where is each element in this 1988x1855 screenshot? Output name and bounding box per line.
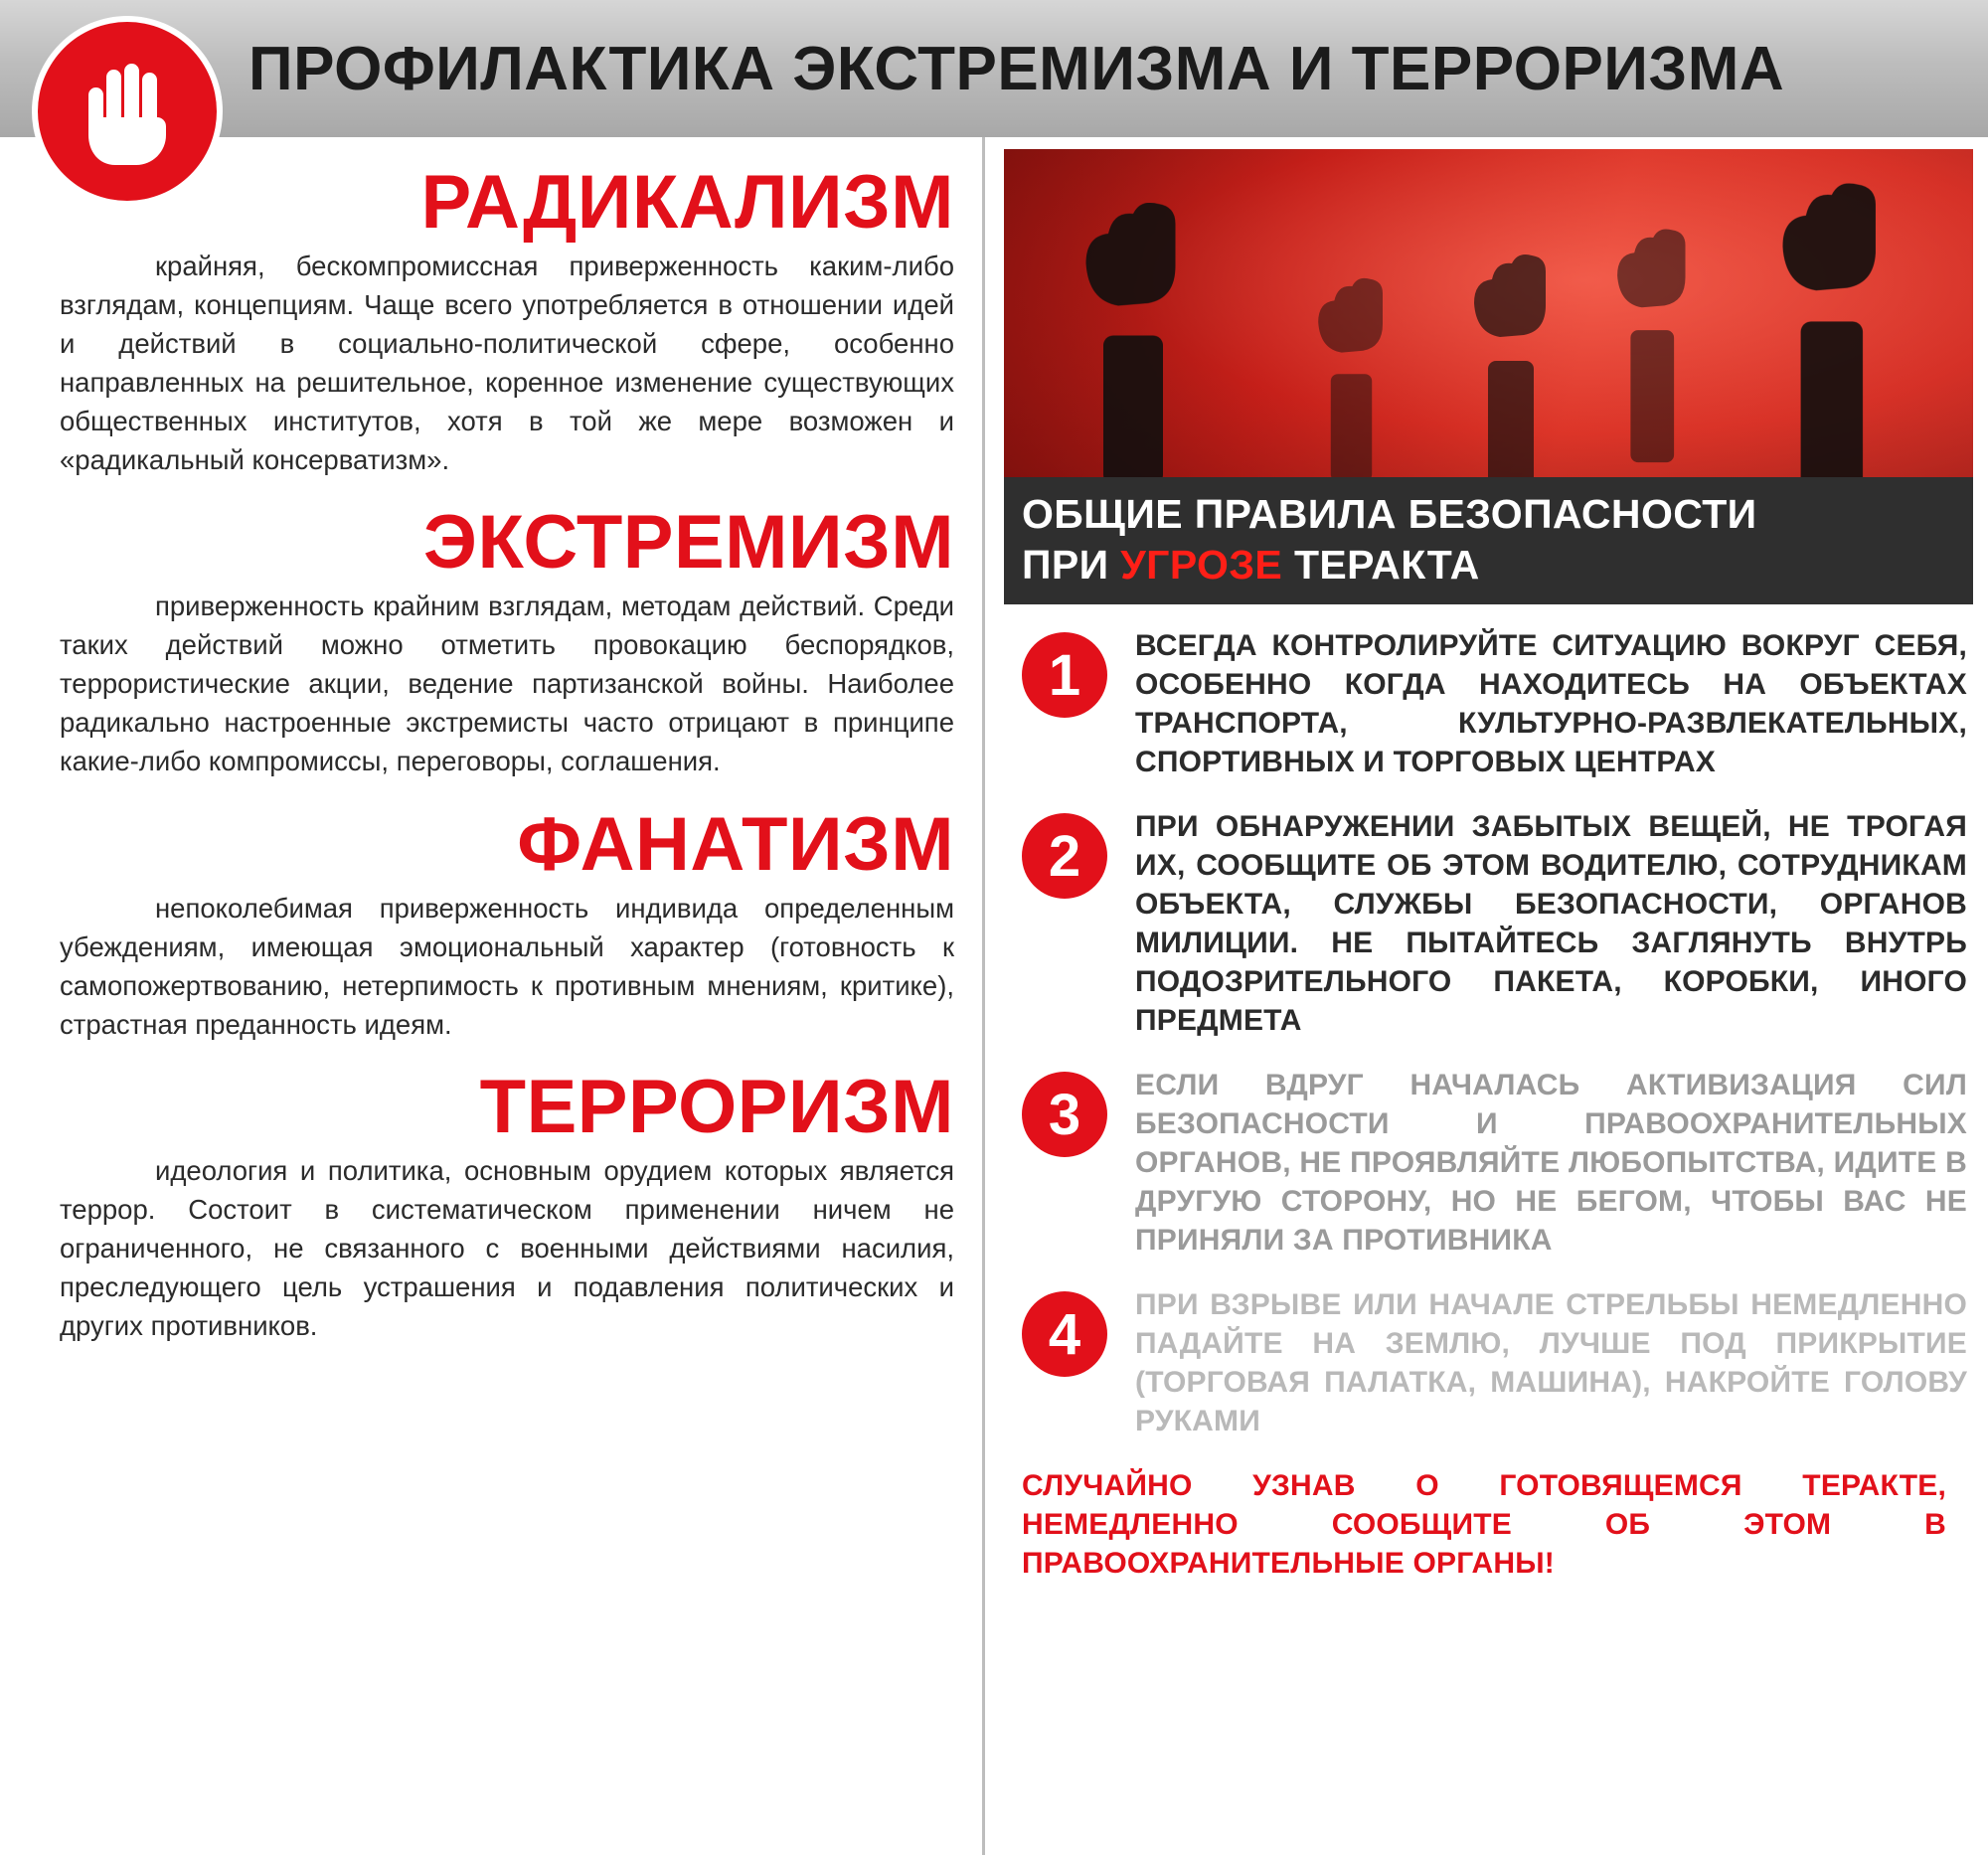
- rule-number-badge: 2: [1022, 813, 1107, 899]
- rule-item: [1004, 626, 1973, 781]
- term-extremism: [60, 500, 954, 780]
- stop-hand-icon: [38, 22, 217, 201]
- rule-text: ЕСЛИ ВДРУГ НАЧАЛАСЬ АКТИВИЗАЦИЯ СИЛ БЕЗОПАСНОСТИ И ПРАВООХРАНИТЕЛЬНЫХ ОРГАНОВ, НЕ ПРОЯВЛЯЙТЕ ЛЮБОПЫТСТВА, ИДИТЕ В ДРУГУЮ СТОРОНУ, НО НЕ БЕГОМ, ЧТОБЫ ВАС НЕ ПРИНЯЛИ ЗА ПРОТИВНИКА: [1135, 1069, 1967, 1257]
- rules-heading-line2: [1022, 542, 1973, 589]
- rule-item: [1004, 1066, 1973, 1260]
- rule-text: ПРИ ВЗРЫВЕ ИЛИ НАЧАЛЕ СТРЕЛЬБЫ НЕМЕДЛЕННО ПАДАЙТЕ НА ЗЕМЛЮ, ЛУЧШЕ ПОД ПРИКРЫТИЕ (ТОРГОВАЯ ПАЛАТКА, МАШИНА), НАКРОЙТЕ ГОЛОВУ РУКАМИ: [1135, 1288, 1967, 1437]
- footer-warning-note: СЛУЧАЙНО УЗНАВ О ГОТОВЯЩЕМСЯ ТЕРАКТЕ, НЕМЕДЛЕННО СООБЩИТЕ ОБ ЭТОМ В ПРАВООХРАНИТЕЛЬНЫЕ ОРГАНЫ!: [1022, 1469, 1946, 1580]
- term-radicalism: [60, 160, 954, 479]
- rules-heading-line1: ОБЩИЕ ПРАВИЛА БЕЗОПАСНОСТИ: [1022, 491, 1757, 537]
- term-title: ЭКСТРЕМИЗМ: [422, 500, 954, 586]
- term-body: идеология и политика, основным орудием которых является террор. Состоит в систематическом применении ничем не ограниченного, не связанного с военными действиями насилия, преследующего цель устрашения и подавления политических и других противников.: [60, 1154, 954, 1341]
- term-body: приверженность крайним взглядам, методам действий. Среди таких действий можно отметить провокацию беспорядков, террористические акции, ведение партизанской войны. Наиболее радикально настроенные экстремисты часто отрицают в принципе какие-либо компромиссы, переговоры, соглашения.: [60, 590, 954, 777]
- raised-fists-silhouette: [1004, 149, 1973, 477]
- term-body: крайняя, бескомпромиссная приверженность каким-либо взглядам, концепциям. Чаще всего употребляется в отношении идей и действий в социально-политической сфере, особенно направленных на решительное, коренное изменение существующих общественных институтов, хотя в той же мере возможен и «радикальный консерватизм».: [60, 251, 954, 476]
- heading-prefix: ПРИ: [1022, 542, 1121, 588]
- rule-text: ПРИ ОБНАРУЖЕНИИ ЗАБЫТЫХ ВЕЩЕЙ, НЕ ТРОГАЯ ИХ, СООБЩИТЕ ОБ ЭТОМ ВОДИТЕЛЮ, СОТРУДНИКАМ ОБЪЕКТА, СЛУЖБЫ БЕЗОПАСНОСТИ, ОРГАНОВ МИЛИЦИИ. НЕ ПЫТАЙТЕСЬ ЗАГЛЯНУТЬ ВНУТРЬ ПОДОЗРИТЕЛЬНОГО ПАКЕТА, КОРОБКИ, ИНОГО ПРЕДМЕТА: [1135, 810, 1967, 1037]
- term-body: непоколебимая приверженность индивида определенным убеждениям, имеющая эмоциональный характер (готовность к самопожертвованию, нетерпимость к противным мнениям, критике), страстная преданность идеям.: [60, 892, 954, 1040]
- rule-number-badge: 1: [1022, 632, 1107, 718]
- rules-list: [1004, 626, 1973, 1440]
- rule-number-badge: 4: [1022, 1291, 1107, 1377]
- page-title: ПРОФИЛАКТИКА ЭКСТРЕМИЗМА И ТЕРРОРИЗМА: [248, 34, 1785, 103]
- rules-column: [1004, 149, 1973, 1845]
- rule-item: [1004, 807, 1973, 1040]
- term-title: ТЕРРОРИЗМ: [479, 1064, 954, 1149]
- rule-item: [1004, 1285, 1973, 1440]
- term-fanaticism: [60, 801, 954, 1044]
- term-title: ФАНАТИЗМ: [517, 801, 954, 887]
- term-terrorism: [60, 1064, 954, 1345]
- term-title: РАДИКАЛИЗМ: [420, 160, 954, 245]
- rule-text: ВСЕГДА КОНТРОЛИРУЙТЕ СИТУАЦИЮ ВОКРУГ СЕБЯ, ОСОБЕННО КОГДА НАХОДИТЕСЬ НА ОБЪЕКТАХ ТРАНСПОРТА, КУЛЬТУРНО-РАЗВЛЕКАТЕЛЬНЫХ, СПОРТИВНЫХ И ТОРГОВЫХ ЦЕНТРАХ: [1135, 629, 1967, 778]
- definitions-column: [0, 137, 984, 1855]
- heading-highlight: УГРОЗЕ: [1120, 542, 1283, 588]
- rules-heading: [1004, 477, 1973, 604]
- rule-number-badge: 3: [1022, 1072, 1107, 1157]
- heading-suffix: ТЕРАКТА: [1282, 542, 1480, 588]
- header-bar: [0, 0, 1988, 137]
